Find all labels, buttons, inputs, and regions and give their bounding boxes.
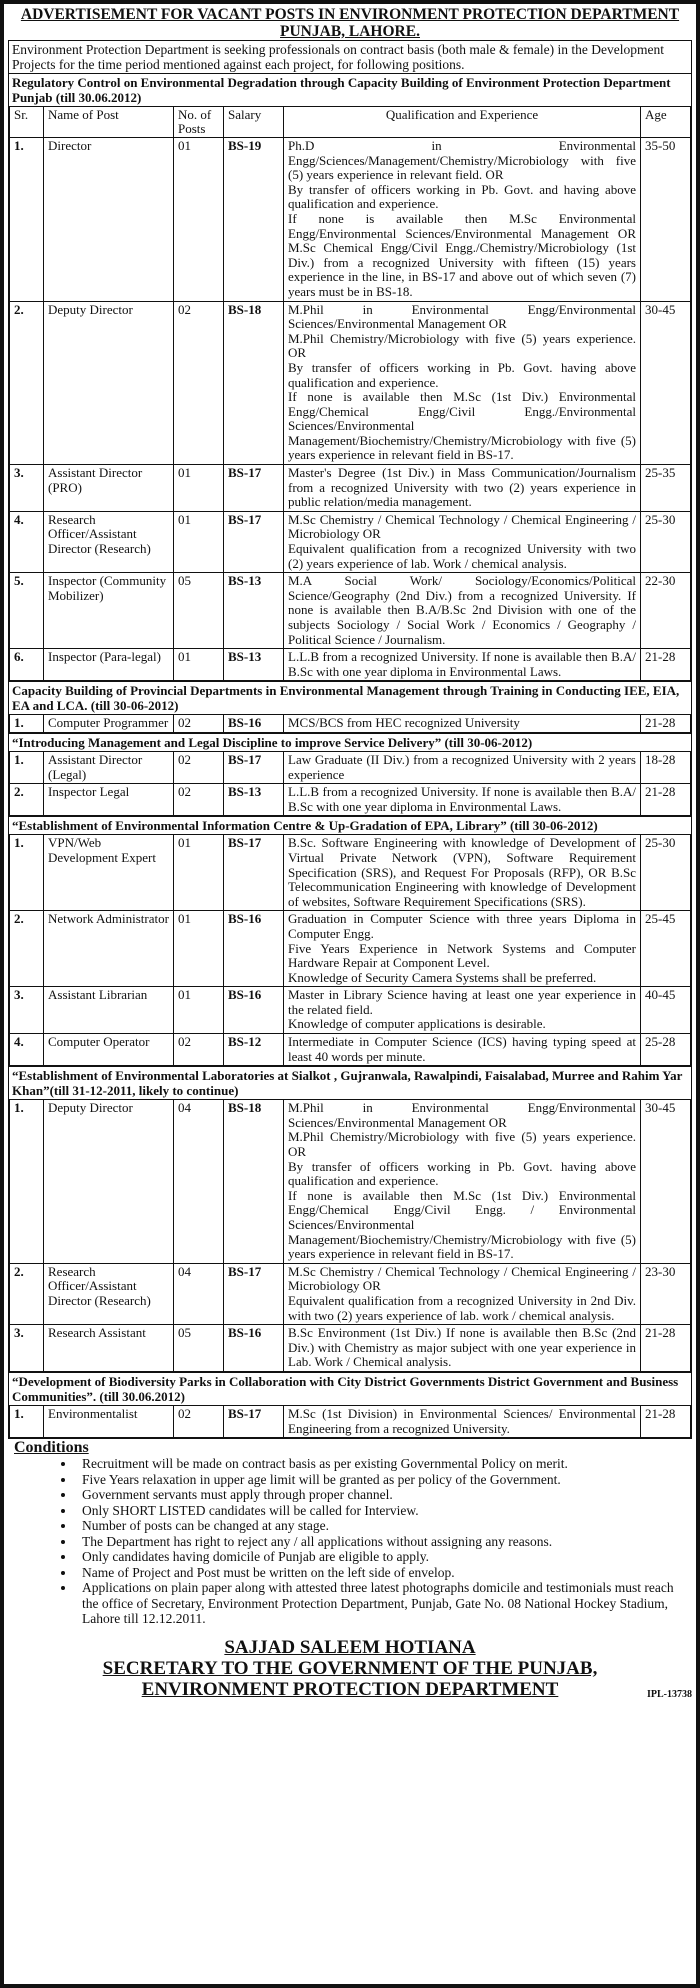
condition-item: • Number of posts can be changed at any stage. (76, 1518, 686, 1534)
qualification-line: If none is available then M.Sc (1st Div.) Environmental Engg/Chemical Engg/Civil Engg. / Environmental Sciences/Environmental Management/Biochemistry/Chemistry/Microbiology with five (5) years experience in relevant field in BS-17. (288, 1187, 636, 1262)
col-num-header: No. of Posts (174, 107, 224, 138)
age-limit: 21-28 (641, 649, 691, 681)
salary-scale: BS-16 (224, 715, 284, 733)
age-limit: 40-45 (641, 987, 691, 1034)
table-row (10, 138, 691, 302)
post-name: Environmentalist (44, 1405, 174, 1437)
qualification-line: Ph.D in Environmental Engg/Sciences/Management/Chemistry/Microbiology with five (5) years experience in relevant field. OR (288, 138, 636, 183)
qualification-line: M.Sc Chemistry / Chemical Technology / Chemical Engineering / Microbiology OR (288, 511, 636, 542)
ref-code: IPL-13738 (647, 1688, 692, 1700)
table-header (10, 107, 691, 138)
qualification-line: Law Graduate (II Div.) from a recognized University with 2 years experience (288, 751, 636, 782)
post-name: Computer Programmer (44, 715, 174, 733)
qualification (284, 1405, 641, 1437)
post-name: Inspector Legal (44, 784, 174, 816)
post-name: Research Officer/Assistant Director (Research) (44, 1263, 174, 1324)
table-row (10, 751, 691, 783)
qualification-line: Master's Degree (1st Div.) in Mass Communication/Journalism from a recognized University with two (2) years experience in public relation/media management. (288, 465, 636, 510)
posts-box (8, 40, 692, 1439)
qualification (284, 835, 641, 911)
qualification (284, 511, 641, 572)
col-sr-header: Sr. (10, 107, 44, 138)
qualification-line: Master in Library Science having at least one year experience in the related field. (288, 987, 636, 1017)
qualification (284, 751, 641, 783)
serial-number: 1. (10, 1405, 44, 1437)
age-limit: 21-28 (641, 715, 691, 733)
table-row (10, 1034, 691, 1066)
table-row (10, 911, 691, 987)
number-of-posts: 04 (174, 1100, 224, 1264)
number-of-posts: 02 (174, 751, 224, 783)
condition-item: • Five Years relaxation in upper age limit will be granted as per policy of the Government. (76, 1472, 686, 1488)
qualification-line: By transfer of officers working in Pb. Govt. and having above qualification and experience. (288, 181, 636, 212)
table-row (10, 1405, 691, 1437)
number-of-posts: 05 (174, 1325, 224, 1372)
age-limit: 18-28 (641, 751, 691, 783)
qualification (284, 1034, 641, 1066)
table-row (10, 715, 691, 733)
condition-item: • Name of Project and Post must be written on the left side of envelop. (76, 1565, 686, 1581)
serial-number: 2. (10, 1263, 44, 1324)
salary-scale: BS-17 (224, 465, 284, 512)
salary-scale: BS-16 (224, 911, 284, 987)
table-row (10, 511, 691, 572)
number-of-posts: 01 (174, 138, 224, 302)
post-name: Computer Operator (44, 1034, 174, 1066)
salary-scale: BS-16 (224, 1325, 284, 1372)
number-of-posts: 02 (174, 301, 224, 465)
qualification-line: M.Sc Chemistry / Chemical Technology / Chemical Engineering / Microbiology OR (288, 1263, 636, 1294)
post-name: Inspector (Community Mobilizer) (44, 573, 174, 649)
number-of-posts: 01 (174, 911, 224, 987)
qualification-line: If none is available then M.Sc Environmental Engg/Environmental Sciences/Environmental Management OR M.Sc Chemical Engg/Civil Engg./Chemistry/Microbiology (1st Div.) from a recognized University with fifteen (15) years experience in the line, in BS-17 and above out of which seven (7) years must be in BS-18. (288, 210, 636, 299)
sections (9, 73, 691, 1438)
age-limit: 25-35 (641, 465, 691, 512)
signatory-department: ENVIRONMENT PROTECTION DEPARTMENT (141, 1678, 559, 1700)
qualification-line: Graduation in Computer Science with three years Diploma in Computer Engg. (288, 911, 636, 941)
condition-item: • Applications on plain paper along with attested three latest photographs domicile and testimonials must reach the office of Secretary, Environment Protection Department, Punjab, Gate No. 08 National Hockey Stadium, Lahore till 12.12.2011. (76, 1580, 686, 1627)
salary-scale: BS-19 (224, 138, 284, 302)
conditions-list (14, 1456, 686, 1627)
col-age-header: Age (641, 107, 691, 138)
table-row (10, 573, 691, 649)
posts-table (9, 714, 691, 733)
project-heading: “Establishment of Environmental Information Centre & Up-Gradation of EPA, Library” (till 30-06-2012) (9, 816, 691, 834)
qualification (284, 301, 641, 465)
qualification (284, 911, 641, 987)
serial-number: 4. (10, 511, 44, 572)
number-of-posts: 02 (174, 1034, 224, 1066)
age-limit: 25-45 (641, 911, 691, 987)
age-limit: 30-45 (641, 301, 691, 465)
table-row (10, 835, 691, 911)
salary-scale: BS-17 (224, 511, 284, 572)
serial-number: 1. (10, 1100, 44, 1264)
qualification-line: M.Sc (1st Division) in Environmental Sciences/ Environmental Engineering from a recognized University. (288, 1405, 636, 1436)
qualification-line: Knowledge of Security Camera Systems shall be preferred. (288, 969, 597, 985)
age-limit: 21-28 (641, 784, 691, 816)
col-post-header: Name of Post (44, 107, 174, 138)
number-of-posts: 02 (174, 784, 224, 816)
qualification-line: M.Phil in Environmental Engg/Environmental Sciences/Environmental Management OR (288, 1100, 636, 1130)
post-name: Network Administrator (44, 911, 174, 987)
salary-scale: BS-18 (224, 301, 284, 465)
ad-title-line2: PUNJAB, LAHORE. (280, 23, 420, 40)
serial-number: 1. (10, 835, 44, 911)
qualification (284, 715, 641, 733)
posts-table (9, 106, 691, 681)
qualification (284, 1263, 641, 1324)
table-row (10, 301, 691, 465)
qualification (284, 573, 641, 649)
condition-item: • Only SHORT LISTED candidates will be called for Interview. (76, 1503, 686, 1519)
number-of-posts: 05 (174, 573, 224, 649)
salary-scale: BS-13 (224, 649, 284, 681)
post-name: Assistant Librarian (44, 987, 174, 1034)
ad-title-line1: ADVERTISEMENT FOR VACANT POSTS IN ENVIRONMENT PROTECTION DEPARTMENT (20, 6, 680, 23)
number-of-posts: 01 (174, 511, 224, 572)
qualification-line: M.Phil in Environmental Engg/Environmental Sciences/Environmental Management OR (288, 301, 636, 332)
salary-scale: BS-13 (224, 784, 284, 816)
qualification (284, 1100, 641, 1264)
salary-scale: BS-13 (224, 573, 284, 649)
qualification-line: M.Phil Chemistry/Microbiology with five (5) years experience. OR (288, 330, 636, 361)
number-of-posts: 01 (174, 987, 224, 1034)
qualification (284, 138, 641, 302)
qualification (284, 1325, 641, 1372)
salary-scale: BS-17 (224, 751, 284, 783)
age-limit: 22-30 (641, 573, 691, 649)
conditions (8, 1439, 692, 1627)
post-name: Research Officer/Assistant Director (Research) (44, 511, 174, 572)
serial-number: 3. (10, 465, 44, 512)
qualification-line: Equivalent qualification from a recognized University with two (2) years experience of lab. Work / chemical analysis. (288, 541, 636, 571)
qualification-line: If none is available then M.Sc (1st Div.) Environmental Engg/Chemical Engg/Civil Engg./Environmental Sciences/Environmental Management/Biochemistry/Chemistry/Microbiology with five (5) years experience in relevant field in BS-17. (288, 389, 636, 463)
qualification-line: L.L.B from a recognized University. If none is available then B.A/ B.Sc with one year diploma in Environmental Laws. (288, 649, 636, 679)
qualification-line: Five Years Experience in Network Systems and Computer Hardware Repair at Component Level. (288, 940, 636, 971)
number-of-posts: 02 (174, 715, 224, 733)
table-row (10, 1263, 691, 1324)
signatory-designation: SECRETARY TO THE GOVERNMENT OF THE PUNJAB, (102, 1657, 598, 1679)
project-heading: “Establishment of Environmental Laboratories at Sialkot , Gujranwala, Rawalpindi, Faisalabad, Murree and Rahim Yar Khan”(till 31-12-2011, likely to continue) (9, 1066, 691, 1099)
serial-number: 1. (10, 751, 44, 783)
serial-number: 1. (10, 715, 44, 733)
serial-number: 2. (10, 784, 44, 816)
col-qual-header: Qualification and Experience (284, 107, 641, 138)
qualification (284, 465, 641, 512)
salary-scale: BS-12 (224, 1034, 284, 1066)
post-name: VPN/Web Development Expert (44, 835, 174, 911)
qualification-line: MCS/BCS from HEC recognized University (288, 715, 520, 731)
table-row (10, 784, 691, 816)
number-of-posts: 01 (174, 835, 224, 911)
project-heading: Capacity Building of Provincial Departments in Environmental Management through Training in Conducting IEE, EIA, EA and LCA. (till 30-06-2012) (9, 681, 691, 714)
qualification-line: M.Phil Chemistry/Microbiology with five (5) years experience. OR (288, 1129, 636, 1160)
table-row (10, 465, 691, 512)
post-name: Assistant Director (Legal) (44, 751, 174, 783)
qualification-line: By transfer of officers working in Pb. Govt. having above qualification and experience. (288, 359, 636, 390)
serial-number: 5. (10, 573, 44, 649)
serial-number: 2. (10, 301, 44, 465)
serial-number: 3. (10, 1325, 44, 1372)
condition-item: • Recruitment will be made on contract basis as per existing Governmental Policy on merit. (76, 1456, 686, 1472)
serial-number: 2. (10, 911, 44, 987)
qualification (284, 987, 641, 1034)
posts-table (9, 834, 691, 1066)
qualification-line: B.Sc Environment (1st Div.) If none is available then B.Sc (2nd Div.) with Chemistry as major subject with one year experience in Lab. Work / Chemical analysis. (288, 1325, 636, 1370)
qualification-line: B.Sc. Software Engineering with knowledge of Development of Virtual Private Network (VPN), Software Requirement Specification (SRS), and Request For Proposals (RFP), OR B.Sc Telecommunication Engineering with knowledge of Development of websites, Software Requirement Specifications (SRS). (288, 835, 636, 909)
project-heading: “Introducing Management and Legal Discipline to improve Service Delivery” (till 30-06-2012) (9, 733, 691, 751)
age-limit: 25-28 (641, 1034, 691, 1066)
condition-item: • Only candidates having domicile of Punjab are eligible to apply. (76, 1549, 686, 1565)
qualification (284, 784, 641, 816)
number-of-posts: 02 (174, 1405, 224, 1437)
post-name: Deputy Director (44, 1100, 174, 1264)
posts-table (9, 1099, 691, 1372)
salary-scale: BS-16 (224, 987, 284, 1034)
post-name: Director (44, 138, 174, 302)
post-name: Inspector (Para-legal) (44, 649, 174, 681)
age-limit: 23-30 (641, 1263, 691, 1324)
age-limit: 30-45 (641, 1100, 691, 1264)
posts-table (9, 751, 691, 816)
condition-item: • The Department has right to reject any / all applications without assigning any reasons. (76, 1534, 686, 1550)
number-of-posts: 01 (174, 465, 224, 512)
table-row (10, 1325, 691, 1372)
salary-scale: BS-18 (224, 1100, 284, 1264)
qualification-line: M.A Social Work/ Sociology/Economics/Political Science/Geography (2nd Div.) from a recognized University. If none is available then B.A/B.Sc 2nd Division with one of the subjects Sociology / Social Work / Economics / Geography / Political Science / Journalism. (288, 573, 636, 647)
salary-scale: BS-17 (224, 1263, 284, 1324)
table-row (10, 1100, 691, 1264)
post-name: Research Assistant (44, 1325, 174, 1372)
conditions-heading: Conditions (14, 1439, 89, 1457)
age-limit: 21-28 (641, 1405, 691, 1437)
project-heading: “Development of Biodiversity Parks in Collaboration with City District Governments District Government and Business Communities”. (till 30.06.2012) (9, 1372, 691, 1405)
table-row (10, 987, 691, 1034)
intro-text: Environment Protection Department is seeking professionals on contract basis (both male & female) in the Development Projects for the time period mentioned against each project, for following positions. (12, 42, 664, 72)
age-limit: 25-30 (641, 835, 691, 911)
table-row (10, 649, 691, 681)
qualification-line: Equivalent qualification from a recognized University in 2nd Div. with two (2) years experience of lab. work / chemical analysis. (288, 1292, 636, 1323)
age-limit: 35-50 (641, 138, 691, 302)
post-name: Deputy Director (44, 301, 174, 465)
number-of-posts: 01 (174, 649, 224, 681)
condition-item: • Government servants must apply through proper channel. (76, 1487, 686, 1503)
qualification-line: By transfer of officers working in Pb. Govt. having above qualification and experience. (288, 1158, 636, 1189)
post-name: Assistant Director (PRO) (44, 465, 174, 512)
project-heading: Regulatory Control on Environmental Degradation through Capacity Building of Environment Protection Department Punjab (till 30.06.2012) (9, 73, 691, 106)
serial-number: 4. (10, 1034, 44, 1066)
qualification-line: Knowledge of computer applications is desirable. (288, 1016, 546, 1032)
col-salary-header: Salary (224, 107, 284, 138)
qualification (284, 649, 641, 681)
signatory-name: SAJJAD SALEEM HOTIANA (224, 1636, 476, 1658)
posts-table (9, 1405, 691, 1438)
qualification-line: Intermediate in Computer Science (ICS) having typing speed at least 40 words per minute. (288, 1034, 636, 1064)
salary-scale: BS-17 (224, 1405, 284, 1437)
qualification-line: L.L.B from a recognized University. If none is available then B.A/ B.Sc with one year diploma in Environmental Laws. (288, 784, 636, 814)
age-limit: 21-28 (641, 1325, 691, 1372)
serial-number: 1. (10, 138, 44, 302)
salary-scale: BS-17 (224, 835, 284, 911)
serial-number: 3. (10, 987, 44, 1034)
age-limit: 25-30 (641, 511, 691, 572)
serial-number: 6. (10, 649, 44, 681)
number-of-posts: 04 (174, 1263, 224, 1324)
